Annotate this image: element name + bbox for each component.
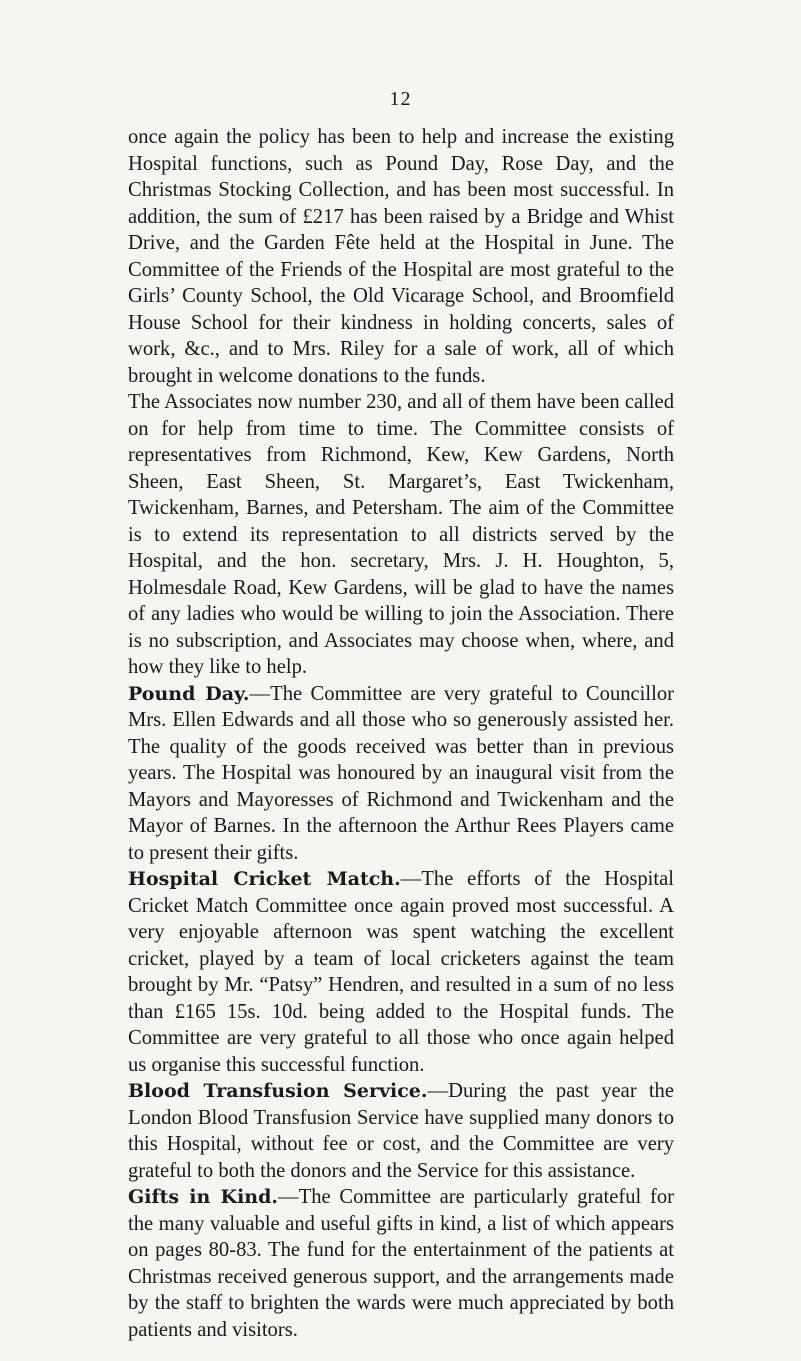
paragraph-text: —During the past year the London Blood Transfusion Service have supplied many donors to this Hospital, without fee or cost, and the Committee are very grateful to both the donors and the Service for this assistance. [128,1080,674,1182]
heading-gifts-in-kind: Gifts in Kind. [128,1186,279,1208]
paragraph-text: The Associates now number 230, and all of them have been called on for help from time to time. The Committee consists of representatives from Richmond, Kew, Kew Gardens, North Sheen, East Sheen, St. Margaret’s, East Twickenham, Twickenham, Barnes, and Petersham. The aim of the Committee is to extend its representation to all districts served by the Hospital, and the hon. secretary, Mrs. J. H. Houghton, 5, Holmesdale Road, Kew Gardens, will be glad to have the names of any ladies who would be willing to join the Association. There is no subscription, and Associates may choose when, where, and how they like to help. [128,391,674,678]
heading-blood-transfusion: Blood Transfusion Service. [128,1080,428,1102]
paragraph-text: —The efforts of the Hospital Cricket Match Committee once again proved most successful. A very enjoyable afternoon was spent watching the excellent cricket, played by a team of local cricketers against the team brought by Mr. “Patsy” Hendren, and resulted in a sum of no less than £165 15s. 10d. being added to the Hospital funds. The Committee are very grateful to all those who once again helped us organise this successful function. [128,868,674,1076]
paragraph-text: —The Committee are very grateful to Councillor Mrs. Ellen Edwards and all those who so generously assisted her. The quality of the goods received was better than in previous years. The Hospital was honoured by an inaugural visit from the Mayors and Mayoresses of Richmond and Twickenham and the Mayor of Barnes. In the afternoon the Arthur Rees Players came to present their gifts. [128,682,674,864]
paragraph-associates [128,389,674,681]
paragraph-fundraising [128,124,674,389]
body-text [128,124,674,1343]
page-number: 12 [389,88,412,110]
paragraph-gifts-in-kind [128,1184,674,1343]
paragraph-text: —The Committee are particularly grateful for the many valuable and useful gifts in kind, a list of which appears on pages 80-83. The fund for the entertainment of the patients at Christmas received generous support, and the arrangements made by the staff to brighten the wards were much appreciated by both patients and visitors. [128,1186,675,1341]
heading-pound-day: Pound Day. [128,682,250,705]
paragraph-blood-transfusion [128,1078,674,1184]
paragraph-cricket-match [128,866,674,1078]
paragraph-pound-day [128,681,674,867]
heading-cricket-match: Hospital Cricket Match. [128,868,401,890]
paragraph-text: once again the policy has been to help and increase the existing Hospital functions, such as Pound Day, Rose Day, and the Christmas Stocking Collection, and has been most successful. In addition, the sum of £217 has been raised by a Bridge and Whist Drive, and the Garden Fête held at the Hospital in June. The Committee of the Friends of the Hospital are most grateful to the Girls’ County School, the Old Vicarage School, and Broomfield House School for their kindness in holding concerts, sales of work, &c., and to Mrs. Riley for a sale of work, all of which brought in welcome donations to the funds. [128,126,674,387]
